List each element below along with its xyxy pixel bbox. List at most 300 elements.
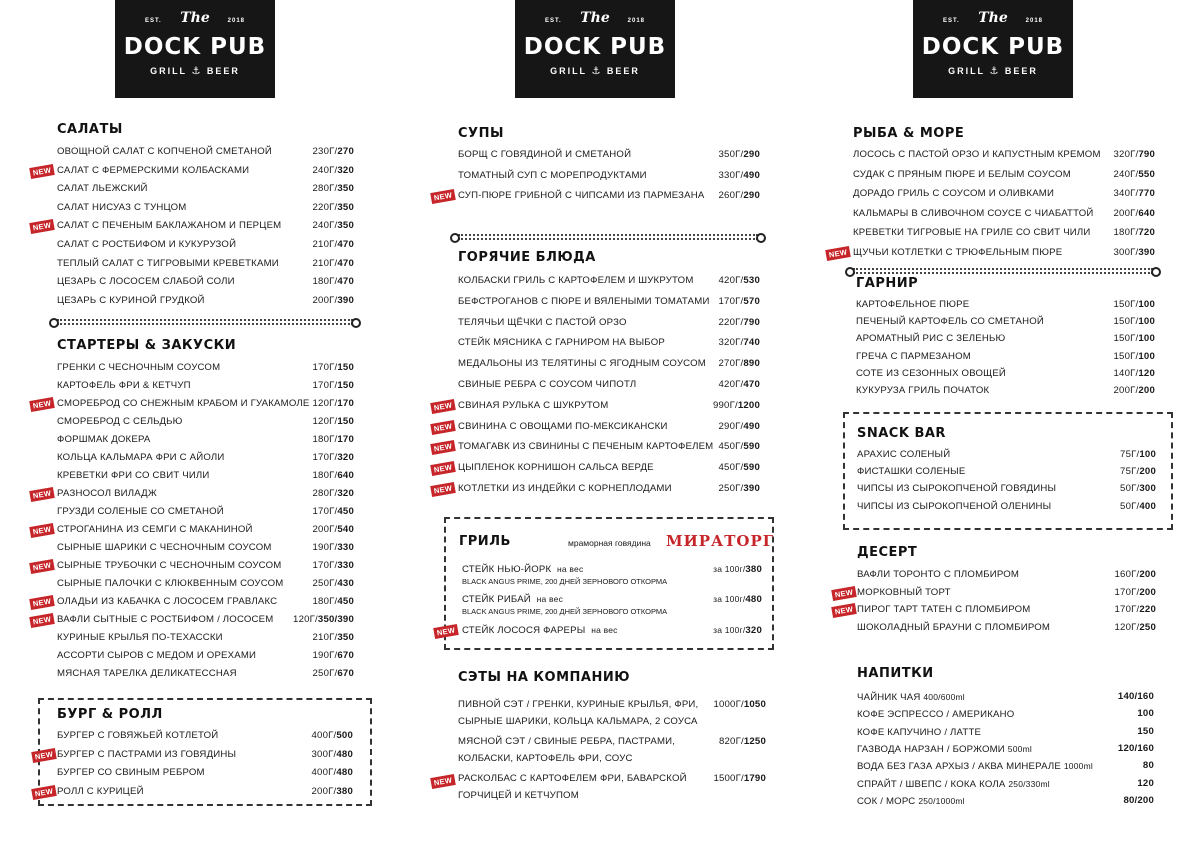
item-weight: 450Г/ [718,462,744,474]
menu-item [856,296,1155,314]
item-per: за 100г/ [713,625,746,635]
section-title: БУРГ & РОЛЛ [57,707,163,722]
menu-item [458,293,760,311]
item-weight: 170Г/ [1114,604,1140,616]
logo-grill: GRILL [150,66,187,76]
logo-beer: BEER [206,66,240,76]
item-weight: 150Г/ [1113,299,1139,310]
new-badge: NEW [433,624,459,639]
logo-name: DOCK PUB [123,34,267,60]
new-badge: NEW [29,487,55,502]
new-badge: NEW [430,440,456,455]
item-name: БОРЩ С ГОВЯДИНОЙ И СМЕТАНОЙ [458,149,632,160]
anchor-icon: ⚓ [191,66,203,77]
menu-item [57,727,353,745]
menu-item [57,199,354,217]
item-weight: 200Г/ [1113,385,1139,396]
item-name: КУКУРУЗА ГРИЛЬ ПОЧАТОК [856,385,990,396]
menu-item [458,355,760,373]
item-name: ВАФЛИ ТОРОНТО С ПЛОМБИРОМ [857,569,1020,580]
item-price: 670 [337,650,354,661]
menu-item [57,292,354,310]
item-name: КОЛЬЦА КАЛЬМАРА ФРИ С АЙОЛИ [57,452,225,463]
item-name: ПИРОГ ТАРТ ТАТЕН С ПЛОМБИРОМ [857,604,1031,616]
item-price: 150 [337,362,354,373]
item-name: КАРТОФЕЛЬНОЕ ПЮРЕ [856,299,970,310]
menu-item [853,146,1155,164]
item-weight: 1500Г/ [713,773,744,784]
item-price: 120/160 [1117,742,1154,754]
item-weight: 820Г/ [718,736,744,747]
item-price: 100 [1138,299,1155,310]
item-price: 1790 [743,773,766,784]
item-size: 500ml [1007,743,1032,754]
menu-item [57,377,354,395]
item-price: 270 [337,146,354,157]
menu-item [853,185,1155,203]
item-price: 450 [337,596,354,607]
item-price: 100 [1139,449,1156,460]
item-name: ВОДА БЕЗ ГАЗА АРХЫЗ / АКВА МИНЕРАЛЕ [857,761,1061,773]
item-name: СВИНАЯ РУЛЬКА С ШУКРУТОМ [458,399,609,411]
item-price: 480 [336,748,353,760]
item-price: 740 [743,337,760,349]
menu-item [57,611,354,629]
menu-item [458,480,760,498]
item-name: СОК / МОРС [857,795,916,807]
menu-item [458,397,760,415]
logo-grill: GRILL [948,66,985,76]
item-price: 380 [336,785,353,797]
item-weight: 350Г/ [718,149,744,160]
item-weight: 1000Г/ [713,699,744,710]
grill-item [462,621,762,639]
item-name: СТРОГАНИНА ИЗ СЕМГИ С МАКАНИНОЙ [57,524,253,535]
item-tag: на вес [591,625,618,635]
item-price: 640 [1138,207,1155,219]
new-badge: NEW [430,189,456,204]
menu-item [853,244,1155,262]
item-name: СУП-ПЮРЕ ГРИБНОЙ С ЧИПСАМИ ИЗ ПАРМЕЗАНА [458,190,705,202]
rope-divider [853,268,1153,274]
new-badge: NEW [430,482,456,497]
item-name: СУДАК С ПРЯНЫМ ПЮРЕ И БЕЛЫМ СОУСОМ [853,168,1071,180]
item-weight: 120Г/ [293,614,318,625]
item-name: СЫРНЫЕ ТРУБОЧКИ С ЧЕСНОЧНЫМ СОУСОМ [57,560,282,571]
menu-item [57,647,354,665]
item-price: 100 [1138,350,1155,362]
item-name: СВИНИНА С ОВОЩАМИ ПО-МЕКСИКАНСКИ [458,420,668,432]
menu-item [857,584,1156,602]
menu-item [856,313,1155,331]
item-name: ТЕЛЯЧЬИ ЩЁЧКИ С ПАСТОЙ ОРЗО [458,316,627,328]
item-name: ГАЗВОДА НАРЗАН / БОРЖОМИ [857,743,1005,755]
item-name: САЛАТ С ФЕРМЕРСКИМИ КОЛБАСКАМИ [57,164,250,176]
item-price: 890 [743,358,760,370]
menu-item [57,539,354,557]
section-title: РЫБА & МОРЕ [853,126,965,141]
new-badge: NEW [430,399,456,414]
item-name: СЫРНЫЕ ПАЛОЧКИ С КЛЮКВЕННЫМ СОУСОМ [57,578,284,589]
menu-item [57,431,354,449]
drink-item [857,705,1154,723]
item-price: 590 [743,441,760,453]
new-badge: NEW [31,748,57,763]
menu-item [458,334,760,352]
new-badge: NEW [430,461,456,476]
drink-item [857,740,1154,758]
menu-item [57,255,354,273]
section-title: ГОРЯЧИЕ БЛЮДА [458,250,596,265]
item-name: ГРУЗДИ СОЛЕНЫЕ СО СМЕТАНОЙ [57,506,224,517]
item-weight: 50Г/ [1120,500,1140,512]
anchor-icon: ⚓ [591,66,603,77]
item-weight: 260Г/ [718,190,744,202]
menu-item [57,395,354,413]
item-name: КУРИНЫЕ КРЫЛЬЯ ПО-ТЕХАССКИ [57,632,223,643]
menu-item [57,143,354,161]
rope-divider [57,319,353,325]
item-name: ГРЕНКИ С ЧЕСНОЧНЫМ СОУСОМ [57,362,221,373]
item-price: 1200 [737,399,760,411]
menu-item [57,359,354,377]
item-weight: 340Г/ [1113,188,1139,200]
item-price: 170 [337,398,354,409]
menu-item [857,446,1156,464]
item-price: 150 [337,416,354,427]
logo-beer: BEER [1004,66,1038,76]
new-badge: NEW [29,164,55,179]
item-name: ГРЕЧА С ПАРМЕЗАНОМ [856,350,971,362]
logo-the: The [580,10,610,26]
logo-name: DOCK PUB [921,34,1065,60]
item-price: 400 [1139,500,1156,512]
logo-est: EST. [943,18,960,24]
item-name: КРЕВЕТКИ ТИГРОВЫЕ НА ГРИЛЕ СО СВИТ ЧИЛИ [853,227,1091,239]
logo-the: The [978,10,1008,26]
menu-item [458,438,760,456]
item-weight: 190Г/ [312,650,338,661]
item-price: 170 [337,434,354,445]
item-price: 350/390 [317,614,354,625]
item-name: ОЛАДЬИ ИЗ КАБАЧКА С ЛОСОСЕМ ГРАВЛАКС [57,596,278,607]
item-weight: 250Г/ [312,668,338,679]
item-tag: на вес [536,594,564,604]
item-price: 770 [1138,188,1155,200]
item-name: СЫРНЫЕ ШАРИКИ С ЧЕСНОЧНЫМ СОУСОМ [57,542,272,553]
section-title: СТАРТЕРЫ & ЗАКУСКИ [57,338,237,353]
item-weight: 140Г/ [1113,367,1139,379]
set-line2: СЫРНЫЕ ШАРИКИ, КОЛЬЦА КАЛЬМАРА, 2 СОУСА [458,716,698,727]
menu-item [57,746,353,764]
item-weight: 240Г/ [1113,168,1139,180]
item-weight: 170Г/ [718,295,744,307]
item-weight: 420Г/ [718,379,744,390]
item-name: САЛАТ С ПЕЧЕНЫМ БАКЛАЖАНОМ И ПЕРЦЕМ [57,220,282,232]
item-weight: 170Г/ [312,362,338,373]
item-weight: 150Г/ [1113,316,1139,328]
item-price: 550 [1138,168,1155,180]
item-price: 200 [1139,586,1156,598]
item-name: КРЕВЕТКИ ФРИ СО СВИТ ЧИЛИ [57,470,210,481]
item-price: 480 [336,767,353,779]
item-price: 350 [337,632,354,643]
new-badge: NEW [29,613,55,628]
menu-item [857,480,1156,498]
menu-item [57,783,353,801]
new-badge: NEW [430,420,456,435]
new-badge: NEW [825,246,851,261]
item-weight: 150Г/ [1113,350,1139,362]
logo-year: 2018 [627,18,645,24]
item-weight: 170Г/ [312,380,338,391]
item-weight: 450Г/ [718,441,744,453]
item-weight: 270Г/ [718,358,744,370]
section-title: SNACK BAR [857,426,946,441]
new-badge: NEW [430,774,456,789]
item-price: 320 [337,452,354,463]
item-price: 490 [743,169,760,181]
item-price: 1050 [743,699,766,710]
item-name: КОЛБАСКИ ГРИЛЬ С КАРТОФЕЛЕМ И ШУКРУТОМ [458,275,694,286]
item-weight: 220Г/ [312,201,338,213]
menu-item [856,382,1155,400]
item-weight: 190Г/ [312,542,338,553]
new-badge: NEW [29,219,55,234]
set-line2: КОЛБАСКИ, КАРТОФЕЛЬ ФРИ, СОУС [458,753,633,764]
section-title: САЛАТЫ [57,122,123,137]
item-name: РОЛЛ С КУРИЦЕЙ [57,785,144,797]
menu-item [857,619,1156,637]
menu-item [57,521,354,539]
set-line1: РАСКОЛБАС С КАРТОФЕЛЕМ ФРИ, БАВАРСКОЙ [458,773,687,784]
menu-item [458,272,760,290]
item-name: СВИНЫЕ РЕБРА С СОУСОМ ЧИПОТЛ [458,379,637,390]
logo [515,0,675,98]
menu-item [857,463,1156,481]
item-price: 200 [1138,385,1155,396]
menu-item [57,629,354,647]
drink-item [857,688,1154,706]
menu-item [853,205,1155,223]
item-weight: 320Г/ [1113,149,1139,160]
menu-item [57,217,354,235]
new-badge: NEW [29,595,55,610]
item-price: 350 [337,220,354,232]
item-price: 120 [1138,367,1155,379]
menu-item [458,314,760,332]
item-price: 150 [1137,725,1154,737]
item-weight: 170Г/ [1114,586,1140,598]
menu-item [57,449,354,467]
menu-item [57,273,354,291]
menu-item [857,601,1156,619]
item-note: BLACK ANGUS PRIME, 200 ДНЕЙ ЗЕРНОВОГО ОТКОРМА [462,577,668,586]
item-price: 640 [337,470,354,481]
menu-item [458,146,760,164]
item-price: 140/160 [1117,691,1154,702]
item-price: 320 [745,625,762,636]
item-name: ЧАЙНИК ЧАЯ [857,692,921,703]
item-name: КОФЕ КАПУЧИНО / ЛАТТЕ [857,726,982,738]
item-size: 1000ml [1063,761,1093,772]
logo-the: The [180,10,210,26]
item-name: ЦЕЗАРЬ С КУРИНОЙ ГРУДКОЙ [57,294,205,306]
grill-item [462,590,762,608]
drink-item [857,723,1154,741]
item-weight: 290Г/ [718,420,744,432]
item-price: 590 [743,462,760,474]
new-badge: NEW [31,785,57,800]
section-title: ГРИЛЬ [459,534,511,549]
item-price: 330 [337,542,354,553]
item-name: АРАХИС СОЛЕНЫЙ [857,449,951,460]
drink-item [857,757,1154,775]
item-per: за 100г/ [713,594,746,604]
item-name: ЧИПСЫ ИЗ СЫРОКОПЧЕНОЙ ГОВЯДИНЫ [857,483,1057,495]
item-price: 790 [743,316,760,328]
item-weight: 240Г/ [312,164,338,176]
grill-subtitle: мраморная говядина [568,538,651,548]
item-weight: 180Г/ [312,596,338,607]
item-name: ВАФЛИ СЫТНЫЕ С РОСТБИФОМ / ЛОСОСЕМ [57,614,274,625]
item-name: ШОКОЛАДНЫЙ БРАУНИ С ПЛОМБИРОМ [857,621,1051,633]
item-name: АССОРТИ СЫРОВ С МЕДОМ И ОРЕХАМИ [57,650,257,661]
item-price: 390 [743,483,760,494]
section-title: ГАРНИР [856,276,919,291]
item-weight: 180Г/ [312,434,338,445]
item-size: 250/330ml [1008,778,1050,789]
menu-item [57,557,354,575]
item-name: КАРТОФЕЛЬ ФРИ & КЕТЧУП [57,380,191,391]
item-price: 320 [337,164,354,176]
item-name: ЛОСОСЬ С ПАСТОЙ ОРЗО И КАПУСТНЫМ КРЕМОМ [853,149,1101,160]
item-price: 490 [743,420,760,432]
new-badge: NEW [29,397,55,412]
item-tag: на вес [557,564,584,574]
drink-item [857,775,1154,793]
item-weight: 75Г/ [1120,466,1140,478]
item-price: 290 [743,190,760,202]
item-name: КАЛЬМАРЫ В СЛИВОЧНОМ СОУСЕ С ЧИАБАТТОЙ [853,207,1094,219]
item-weight: 210Г/ [312,239,338,250]
logo-beer: BEER [606,66,640,76]
item-name: ТОМАГАВК ИЗ СВИНИНЫ С ПЕЧЕНЫМ КАРТОФЕЛЕМ [458,441,714,453]
menu-item [458,418,760,436]
logo [115,0,275,98]
item-price: 450 [337,506,354,517]
item-price: 100 [1137,708,1154,720]
item-price: 790 [1138,149,1155,160]
item-note: BLACK ANGUS PRIME, 200 ДНЕЙ ЗЕРНОВОГО ОТКОРМА [462,607,668,616]
logo-est: EST. [145,18,162,24]
item-name: КОТЛЕТКИ ИЗ ИНДЕЙКИ С КОРНЕПЛОДАМИ [458,483,672,494]
item-name: СТЕЙК МЯСНИКА С ГАРНИРОМ НА ВЫБОР [458,337,665,349]
menu-item [857,566,1156,584]
drink-item [857,792,1154,810]
item-price: 200 [1139,466,1156,478]
item-name: САЛАТ С РОСТБИФОМ И КУКУРУЗОЙ [57,239,237,250]
item-weight: 990Г/ [712,399,738,411]
set-line1: МЯСНОЙ СЭТ / СВИНЫЕ РЕБРА, ПАСТРАМИ, [458,736,676,747]
item-weight: 180Г/ [312,470,338,481]
item-price: 320 [337,488,354,499]
item-weight: 400Г/ [311,767,337,779]
item-weight: 170Г/ [312,560,338,571]
item-name: АРОМАТНЫЙ РИС С ЗЕЛЕНЬЮ [856,333,1006,345]
item-size: 400/600ml [923,692,965,702]
menu-item [853,224,1155,242]
set-item [458,696,766,714]
new-badge: NEW [831,586,857,601]
item-price: 220 [1139,604,1156,616]
item-weight: 210Г/ [312,257,338,269]
item-weight: 240Г/ [312,220,338,232]
menu-item [57,485,354,503]
item-weight: 170Г/ [312,506,338,517]
item-name: БУРГЕР СО СВИНЫМ РЕБРОМ [57,767,205,779]
item-name: БЕФСТРОГАНОВ С ПЮРЕ И ВЯЛЕНЫМИ ТОМАТАМИ [458,295,710,307]
item-weight: 220Г/ [718,316,744,328]
item-weight: 75Г/ [1120,449,1140,460]
menu-item [458,187,760,205]
item-weight: 200Г/ [1113,207,1139,219]
rope-divider [458,234,758,240]
item-name: ФОРШМАК ДОКЕРА [57,434,151,445]
item-weight: 200Г/ [312,524,338,535]
item-weight: 200Г/ [312,294,338,306]
item-price: 430 [337,578,354,589]
grill-item [462,560,762,578]
item-name: МЯСНАЯ ТАРЕЛКА ДЕЛИКАТЕССНАЯ [57,668,237,679]
item-price: 350 [337,201,354,213]
item-name: САЛАТ ЛЬЕЖСКИЙ [57,183,148,195]
item-weight: 150Г/ [1113,333,1139,345]
item-name: ОВОЩНОЙ САЛАТ С КОПЧЕНОЙ СМЕТАНОЙ [57,146,272,157]
item-name: СТЕЙК НЬЮ-ЙОРК [462,564,552,575]
item-price: 390 [337,294,354,306]
section-title: СУПЫ [458,126,504,141]
item-price: 470 [337,276,354,288]
item-name: БУРГЕР С ПАСТРАМИ ИЗ ГОВЯДИНЫ [57,748,237,760]
item-price: 380 [745,564,762,575]
item-price: 200 [1139,569,1156,580]
item-price: 290 [743,149,760,160]
item-name: ФИСТАШКИ СОЛЕНЫЕ [857,466,966,478]
item-name: КОФЕ ЭСПРЕССО / АМЕРИКАНО [857,709,1015,721]
menu-item [57,180,354,198]
item-name: СТЕЙК ЛОСОСЯ ФАРЕРЫ [462,625,586,636]
menu-item [853,166,1155,184]
section-title: НАПИТКИ [857,666,934,681]
menu-item [856,330,1155,348]
item-size: 250/1000ml [918,795,965,806]
item-name: СТЕЙК РИБАЙ [462,594,531,605]
item-weight: 210Г/ [312,632,338,643]
menu-item [57,503,354,521]
item-name: СМОРЕБРОД СО СНЕЖНЫМ КРАБОМ И ГУАКАМОЛЕ [57,398,310,409]
item-price: 100 [1138,333,1155,345]
item-price: 80/200 [1123,794,1154,806]
logo-grill: GRILL [550,66,587,76]
menu-item [57,593,354,611]
item-price: 120 [1137,777,1154,789]
item-name: ПЕЧЕНЫЙ КАРТОФЕЛЬ СО СМЕТАНОЙ [856,316,1044,328]
logo-year: 2018 [1025,18,1043,24]
item-weight: 280Г/ [312,183,338,195]
set-line1: ПИВНОЙ СЭТ / ГРЕНКИ, КУРИНЫЕ КРЫЛЬЯ, ФРИ, [458,699,699,710]
set-item [458,770,766,788]
